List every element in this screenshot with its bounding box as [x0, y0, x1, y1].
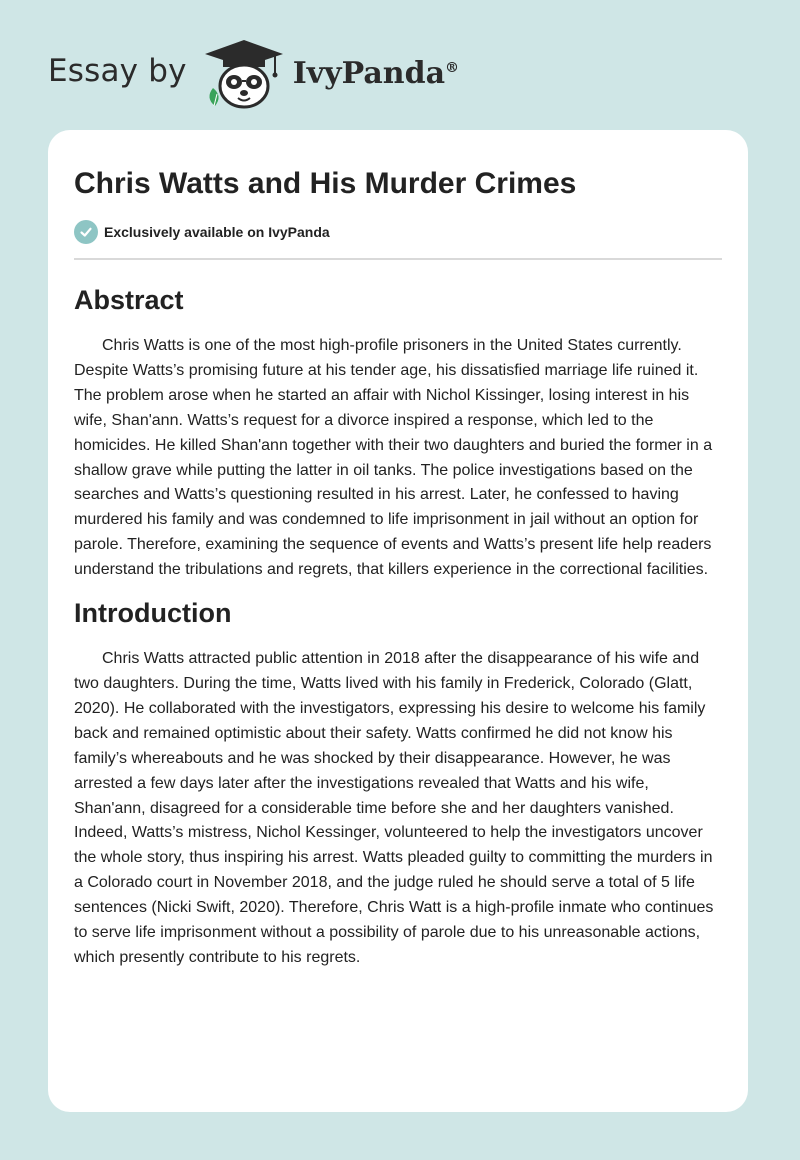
exclusive-badge-label: Exclusively available on IvyPanda: [104, 224, 330, 240]
title-divider: [74, 258, 722, 260]
check-circle-icon: [74, 220, 98, 244]
site-header: [48, 34, 459, 114]
panda-graduate-logo-icon[interactable]: [201, 36, 287, 112]
abstract-paragraph: Chris Watts is one of the most high-profile prisoners in the United States currently. Despite Watts’s promising future at his tender age, his dissatisfied marriage life ruined it. The problem arose when he started an affair with Nichol Kissinger, losing interest in his wife, Shan'ann. Watts’s request for a divorce inspired a response, which led to the homicides. He killed Shan'ann together with their two daughters and buried the former in a shallow grave while putting the latter in oil tanks. The police investigations based on the searches and Watts’s questioning resulted in his arrest. Later, he confessed to having murdered his family and was condemned to life imprisonment in jail without an option for parole. Therefore, examining the sequence of events and Watts’s present life help readers understand the tribulations and regrets, that killers experience in the correctional facilities.: [74, 337, 713, 579]
brand-name: IvyPanda®: [292, 55, 460, 91]
registered-mark: ®: [445, 59, 460, 76]
introduction-paragraph: Chris Watts attracted public attention in 2018 after the disappearance of his wife and two daughters. During the time, Watts lived with his family in Frederick, Colorado (Glatt, 2020). He collaborated with the investigators, expressing his desire to welcome his family back and remained optimistic about their safety. Watts confirmed he did not know his family’s whereabouts and he was shocked by their disappearance. However, he was arrested a few days later after the investigations revealed that Watts and his wife, Shan'ann, disagreed for a considerable time before she and her daughters vanished. Indeed, Watts’s mistress, Nichol Kessinger, volunteered to help the investigators uncover the whole story, thus inspiring his arrest. Watts pleaded guilty to committing the murders in a Colorado court in November 2018, and the judge ruled he should serve a total of 5 life sentences (Nicki Swift, 2020). Therefore, Chris Watt is a high-profile inmate who continues to serve life imprisonment without a possibility of parole due to his unreasonable actions, which presently contribute to his regrets.: [74, 650, 714, 966]
essay-title: Chris Watts and His Murder Crimes: [74, 167, 577, 200]
exclusive-badge: [74, 220, 722, 244]
essay-by-label: Essay by: [48, 53, 187, 89]
introduction-heading: Introduction: [74, 598, 232, 629]
essay-card: [48, 130, 748, 1112]
abstract-heading: Abstract: [74, 285, 184, 315]
